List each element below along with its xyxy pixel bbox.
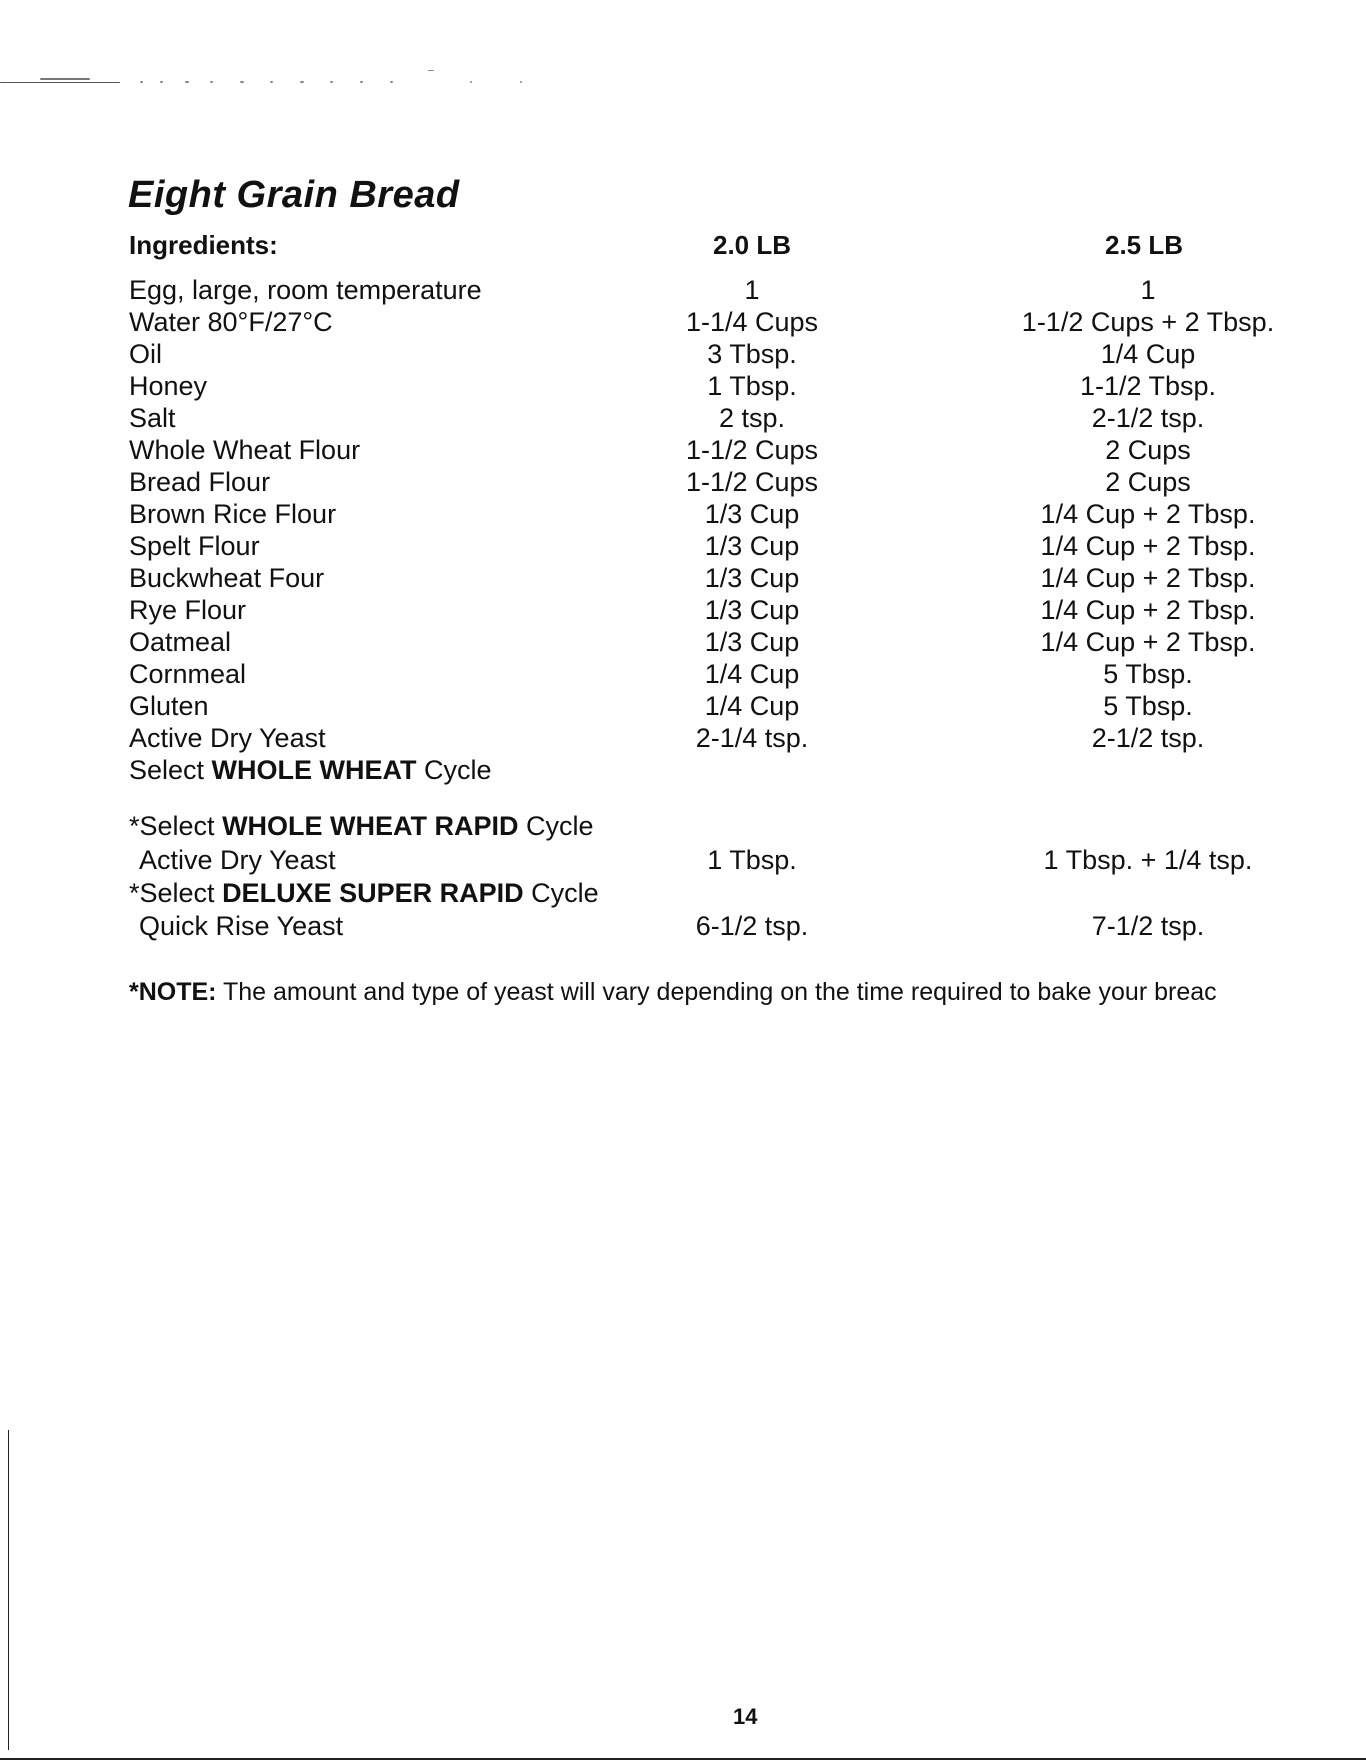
- rapid-cycle-suffix: Cycle: [518, 811, 594, 841]
- amount-2-5-lb: 1/4 Cup + 2 Tbsp.: [1040, 563, 1256, 593]
- ingredient-row: [0, 722, 1366, 754]
- ingredient-row: [0, 562, 1366, 594]
- scan-bottom-line: [0, 1758, 1366, 1760]
- amount-2-5-lb: 1 Tbsp. + 1/4 tsp.: [1043, 845, 1253, 875]
- ingredient-row: [0, 498, 1366, 530]
- amount-2-0-lb: 1/3 Cup: [704, 595, 800, 625]
- ingredient-name: Gluten: [129, 691, 209, 721]
- super-yeast-row: [0, 910, 1366, 942]
- amount-2-5-lb: 1/4 Cup + 2 Tbsp.: [1040, 531, 1256, 561]
- amount-2-0-lb: 1-1/4 Cups: [685, 307, 819, 337]
- size-header-2-0-lb: 2.0 LB: [712, 230, 792, 260]
- ingredient-row: [0, 434, 1366, 466]
- amount-2-0-lb: 2 tsp.: [718, 403, 786, 433]
- ingredient-row: [0, 594, 1366, 626]
- ingredient-row: [0, 466, 1366, 498]
- ingredient-row: [0, 274, 1366, 306]
- ingredient-row: [0, 626, 1366, 658]
- amount-2-0-lb: 1-1/2 Cups: [685, 467, 819, 497]
- rapid-cycle-instruction: [129, 810, 594, 842]
- ingredient-name: Bread Flour: [129, 467, 271, 497]
- amount-2-5-lb: 2 Cups: [1105, 467, 1191, 497]
- amount-2-5-lb: 1/4 Cup + 2 Tbsp.: [1040, 499, 1256, 529]
- ingredient-row: [0, 690, 1366, 722]
- amount-2-5-lb: 1/4 Cup + 2 Tbsp.: [1040, 627, 1256, 657]
- amount-2-0-lb: 1/3 Cup: [704, 627, 800, 657]
- amount-2-5-lb: 1: [1140, 275, 1156, 305]
- ingredient-name: Rye Flour: [129, 595, 247, 625]
- amount-2-0-lb: 2-1/4 tsp.: [695, 723, 809, 753]
- ingredient-row: [0, 530, 1366, 562]
- cycle-suffix: Cycle: [416, 755, 492, 785]
- note-label: *NOTE:: [129, 978, 217, 1006]
- ingredient-name: Whole Wheat Flour: [129, 435, 361, 465]
- ingredient-row: [0, 658, 1366, 690]
- ingredient-name: Quick Rise Yeast: [139, 911, 344, 941]
- amount-2-5-lb: 1/4 Cup: [1100, 339, 1196, 369]
- ingredient-name: Egg, large, room temperature: [129, 275, 482, 305]
- ingredient-name: Spelt Flour: [129, 531, 260, 561]
- scan-edge-line: [8, 1430, 9, 1750]
- ingredient-name: Active Dry Yeast: [129, 723, 326, 753]
- cycle-instruction: [129, 754, 492, 786]
- amount-2-0-lb: 3 Tbsp.: [707, 339, 797, 369]
- amount-2-0-lb: 1/3 Cup: [704, 563, 800, 593]
- amount-2-0-lb: 1 Tbsp.: [707, 845, 797, 875]
- amount-2-0-lb: 1/4 Cup: [704, 691, 800, 721]
- page-number: 14: [733, 1704, 758, 1729]
- super-cycle-prefix: *Select: [129, 878, 223, 908]
- amount-2-0-lb: 1-1/2 Cups: [685, 435, 819, 465]
- super-cycle-suffix: Cycle: [523, 878, 599, 908]
- ingredient-name: Oatmeal: [129, 627, 232, 657]
- amount-2-0-lb: 1/3 Cup: [704, 499, 800, 529]
- amount-2-0-lb: 1 Tbsp.: [707, 371, 797, 401]
- ingredient-name: Salt: [129, 403, 176, 433]
- amount-2-5-lb: 2 Cups: [1105, 435, 1191, 465]
- cycle-prefix: Select: [129, 755, 212, 785]
- ingredient-row: [0, 370, 1366, 402]
- note-text: The amount and type of yeast will vary depending on the time required to bake your breac: [216, 978, 1217, 1006]
- ingredients-header: Ingredients:: [129, 230, 278, 260]
- ingredient-name: Water 80°F/27°C: [129, 307, 333, 337]
- amount-2-5-lb: 1-1/2 Cups + 2 Tbsp.: [1021, 307, 1275, 337]
- size-header-2-5-lb: 2.5 LB: [1104, 230, 1184, 260]
- ingredient-name: Cornmeal: [129, 659, 247, 689]
- ingredient-row: [0, 338, 1366, 370]
- ingredient-name: Brown Rice Flour: [129, 499, 337, 529]
- amount-2-5-lb: 1-1/2 Tbsp.: [1079, 371, 1217, 401]
- amount-2-0-lb: 6-1/2 tsp.: [695, 911, 809, 941]
- amount-2-5-lb: 5 Tbsp.: [1103, 691, 1193, 721]
- ingredient-table: [0, 274, 1366, 754]
- ingredient-name: Honey: [129, 371, 208, 401]
- amount-2-5-lb: 2-1/2 tsp.: [1091, 403, 1205, 433]
- ingredient-name: Active Dry Yeast: [139, 845, 336, 875]
- amount-2-0-lb: 1: [744, 275, 760, 305]
- scan-noise: [0, 70, 560, 86]
- super-cycle-instruction: [129, 877, 599, 909]
- rapid-cycle-prefix: *Select: [129, 811, 223, 841]
- rapid-yeast-row: [0, 844, 1366, 876]
- amount-2-5-lb: 7-1/2 tsp.: [1091, 911, 1205, 941]
- ingredient-name: Buckwheat Four: [129, 563, 325, 593]
- ingredient-row: [0, 402, 1366, 434]
- rapid-cycle-name: WHOLE WHEAT RAPID: [222, 811, 519, 841]
- amount-2-5-lb: 1/4 Cup + 2 Tbsp.: [1040, 595, 1256, 625]
- amount-2-5-lb: 2-1/2 tsp.: [1091, 723, 1205, 753]
- amount-2-0-lb: 1/4 Cup: [704, 659, 800, 689]
- super-cycle-name: DELUXE SUPER RAPID: [222, 878, 524, 908]
- ingredient-name: Oil: [129, 339, 162, 369]
- yeast-note: [129, 976, 1366, 1008]
- amount-2-5-lb: 5 Tbsp.: [1103, 659, 1193, 689]
- amount-2-0-lb: 1/3 Cup: [704, 531, 800, 561]
- cycle-name: WHOLE WHEAT: [211, 755, 417, 785]
- recipe-title: Eight Grain Bread: [128, 174, 460, 216]
- ingredient-row: [0, 306, 1366, 338]
